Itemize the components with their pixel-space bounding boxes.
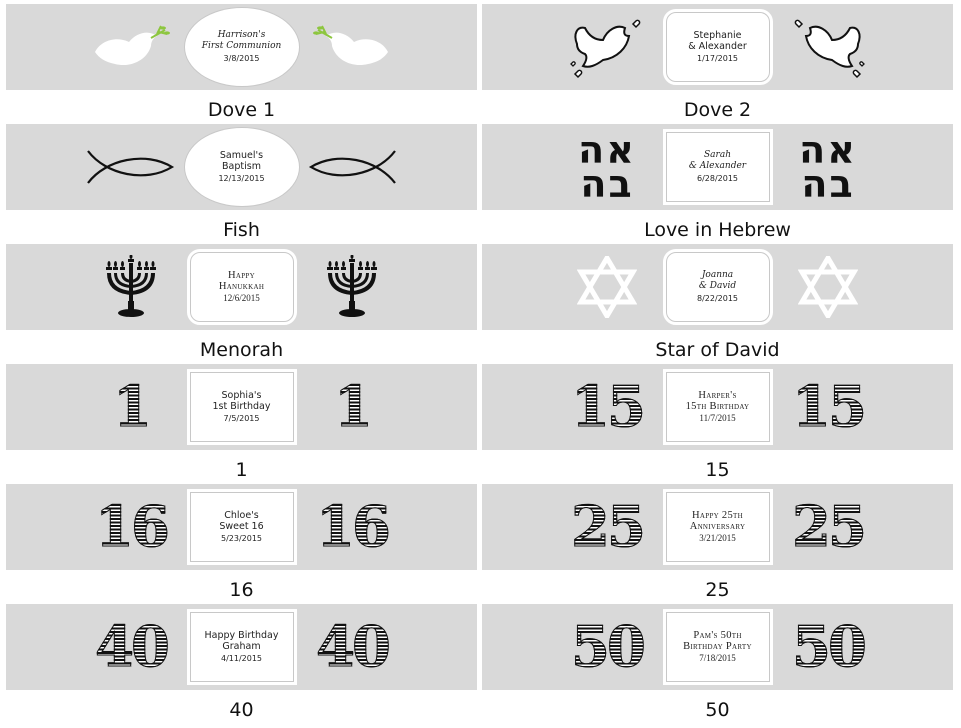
tile-caption: Dove 2 [683,99,752,121]
number-graphic-text: 15 [571,374,643,440]
menorah-icon [307,252,397,322]
number-1-graphic [86,372,176,442]
label-line-1: Joanna [701,270,734,280]
number-graphic-text: 15 [792,374,864,440]
label-card [190,612,294,682]
number-graphic-text: 1 [334,374,370,440]
number-15-graphic [783,372,873,442]
label-date: 12/13/2015 [218,174,265,183]
tile-caption: 16 [229,579,254,601]
tile-number-1[interactable] [6,364,477,484]
label-date: 3/21/2015 [699,533,736,543]
tile-number-15[interactable] [482,364,953,484]
label-date: 3/8/2015 [223,54,260,63]
number-25-graphic [783,492,873,562]
label-line-2: 15th Birthday [685,401,750,412]
tile-caption: Menorah [199,339,284,361]
label-card [190,492,294,562]
label-line-2: First Communion [201,41,282,51]
number-1-graphic [307,372,397,442]
tile-caption: Dove 1 [207,99,276,121]
label-line-1: Sarah [704,150,731,160]
label-card [666,492,770,562]
label-line-2: Sweet 16 [219,521,264,532]
label-line-1: Harper's [698,390,737,401]
number-40-graphic [307,612,397,682]
label-card [666,252,770,322]
dove-olive-branch-icon [86,12,176,82]
label-date: 4/11/2015 [220,654,263,663]
tile-caption: 15 [705,459,730,481]
label-line-1: Happy [228,270,255,281]
number-16-graphic [86,492,176,562]
number-graphic-text: 25 [792,494,864,560]
tile-dove-1[interactable] [6,4,477,124]
number-50-graphic [562,612,652,682]
label-line-1: Chloe's [224,510,259,521]
label-line-1: Samuel's [219,150,264,161]
tile-caption: 25 [705,579,730,601]
tile-caption: Fish [223,219,260,241]
label-card [666,132,770,202]
label-date: 11/7/2015 [699,413,736,423]
ichthys-fish-icon [86,132,176,202]
number-15-graphic [562,372,652,442]
label-line-2: Graham [222,641,261,652]
number-graphic-text: 40 [316,614,388,680]
hebrew-love-icon [783,128,873,206]
hebrew-love-icon [562,128,652,206]
tile-caption: Star of David [655,339,780,361]
number-40-graphic [86,612,176,682]
label-date: 6/28/2015 [696,174,739,183]
number-25-graphic [562,492,652,562]
number-graphic-text: 50 [571,614,643,680]
tile-caption: 50 [705,699,730,721]
hebrew-line-2: בה [580,162,634,206]
label-line-2: Birthday Party [683,641,752,652]
label-band [482,364,953,450]
star-of-david-icon [562,252,652,322]
number-graphic-text: 25 [571,494,643,560]
label-line-2: & David [698,281,737,291]
label-line-1: Happy 25th [692,510,743,521]
label-card [188,131,296,203]
tile-caption: 40 [229,699,254,721]
hebrew-line-2: בה [801,162,855,206]
tile-number-25[interactable] [482,484,953,604]
label-card [666,612,770,682]
tile-number-16[interactable] [6,484,477,604]
label-card [666,372,770,442]
label-date: 7/5/2015 [223,414,260,423]
label-line-1: Stephanie [693,30,742,41]
number-graphic-text: 1 [113,374,149,440]
label-band [482,484,953,570]
ichthys-fish-icon [307,132,397,202]
hebrew-line-1: אה [799,128,857,172]
tile-dove-2[interactable] [482,4,953,124]
tile-menorah[interactable] [6,244,477,364]
label-date: 1/17/2015 [696,54,739,63]
tile-number-40[interactable] [6,604,477,724]
label-band [6,484,477,570]
label-card [190,372,294,442]
label-band [482,4,953,90]
label-line-1: Harrison's [217,30,266,40]
label-card [190,252,294,322]
label-date: 7/18/2015 [699,653,736,663]
hebrew-line-1: אה [578,128,636,172]
tile-number-50[interactable] [482,604,953,724]
label-date: 8/22/2015 [696,294,739,303]
label-band [6,364,477,450]
label-band [6,4,477,90]
label-card [666,12,770,82]
label-line-2: & Alexander [688,161,747,171]
label-card [188,11,296,83]
label-band [6,604,477,690]
tile-caption: Love in Hebrew [644,219,791,241]
tile-star-of-david[interactable] [482,244,953,364]
number-graphic-text: 16 [316,494,388,560]
label-line-1: Pam's 50th [693,630,742,641]
label-line-1: Sophia's [221,390,262,401]
doves-hearts-icon [562,12,652,82]
label-line-2: Hanukkah [218,281,265,292]
label-band [482,604,953,690]
label-line-2: & Alexander [688,41,747,52]
label-date: 5/23/2015 [220,534,263,543]
label-band [482,244,953,330]
star-of-david-icon [783,252,873,322]
label-band [482,124,953,210]
label-date: 12/6/2015 [223,293,260,303]
number-graphic-text: 16 [95,494,167,560]
number-graphic-text: 40 [95,614,167,680]
number-16-graphic [307,492,397,562]
label-band [6,124,477,210]
label-line-1: Happy Birthday [204,630,279,641]
number-50-graphic [783,612,873,682]
menorah-icon [86,252,176,322]
label-band [6,244,477,330]
label-line-2: Anniversary [689,521,746,532]
number-graphic-text: 50 [792,614,864,680]
tile-caption: 1 [235,459,248,481]
label-line-2: Baptism [222,161,261,172]
label-line-2: 1st Birthday [212,401,271,412]
tile-fish[interactable] [6,124,477,244]
doves-hearts-icon [783,12,873,82]
tile-love-in-hebrew[interactable] [482,124,953,244]
dove-olive-branch-icon [307,12,397,82]
